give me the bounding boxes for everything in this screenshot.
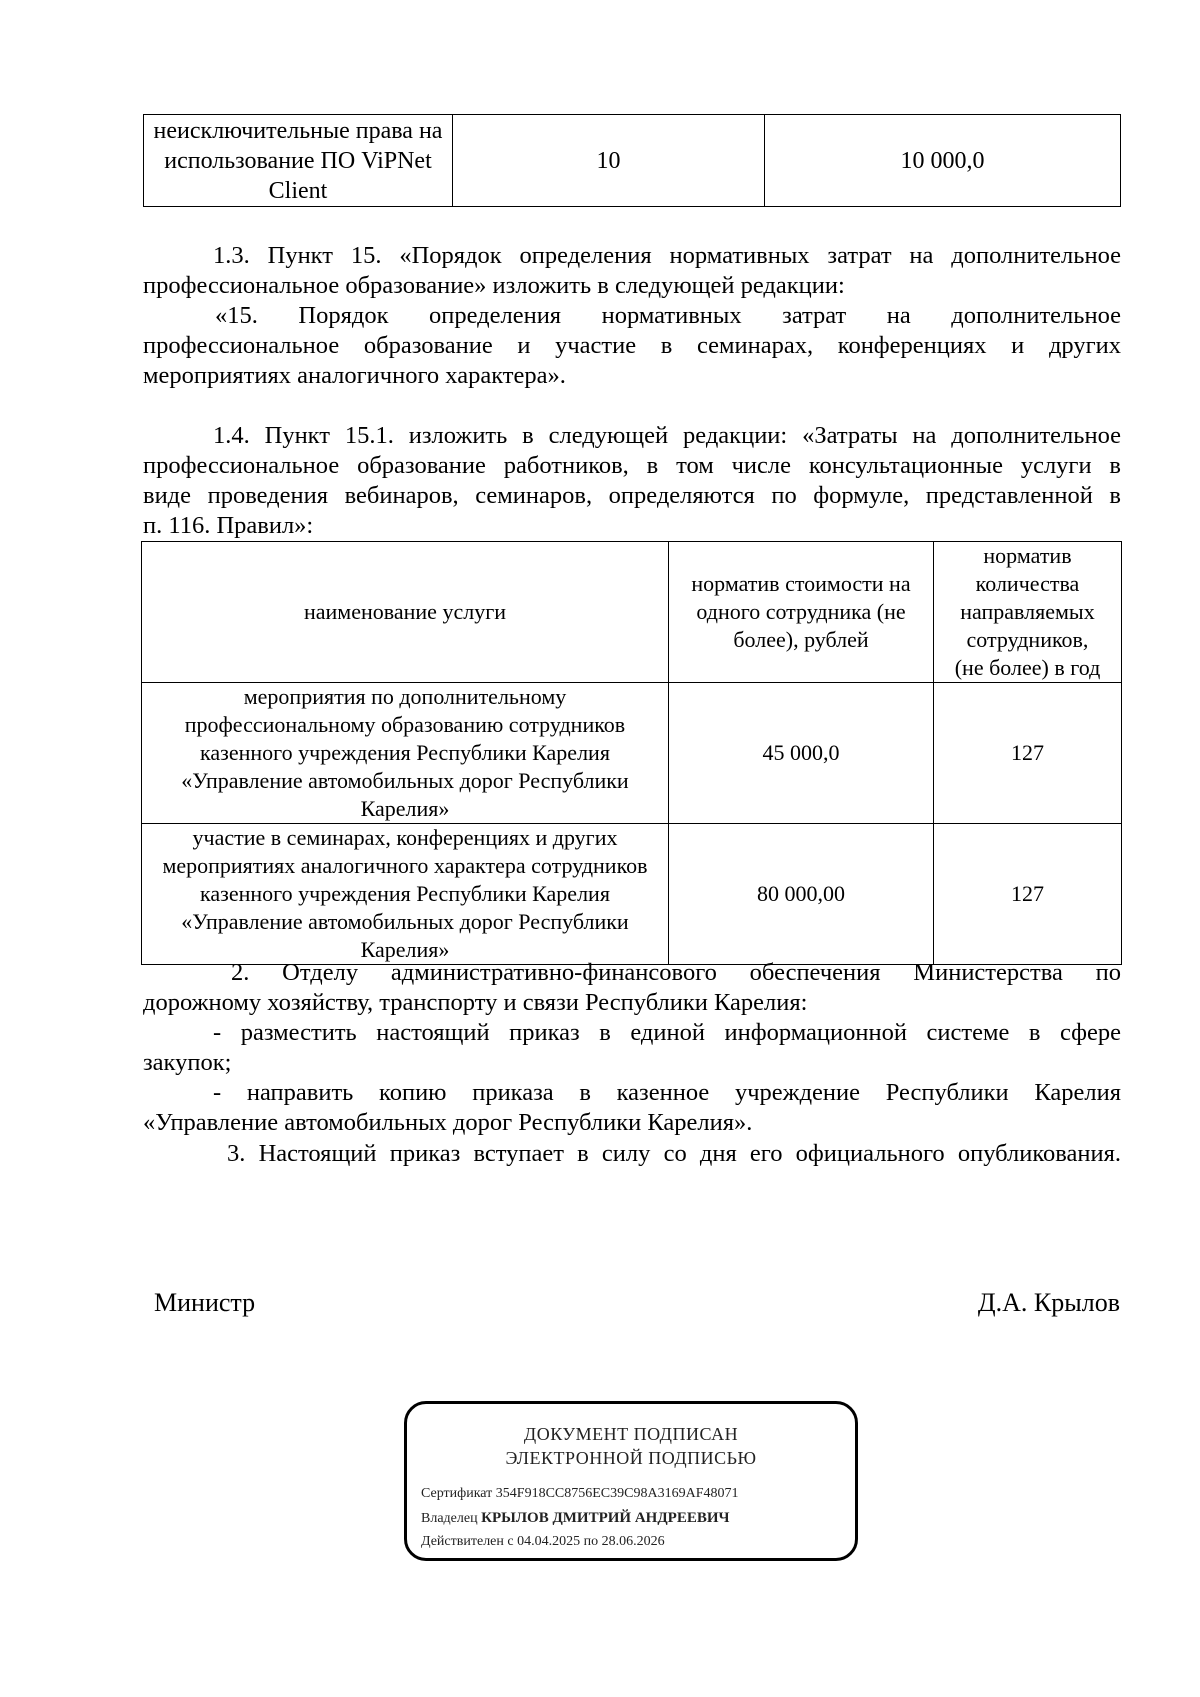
p2-line4: закупок; <box>143 1049 232 1076</box>
stamp-certificate-value: 354F918CC8756EC39C98A3169AF48071 <box>495 1486 739 1501</box>
table-cell-price: 10 000,0 <box>765 115 1121 207</box>
p2-line2: дорожному хозяйству, транспорту и связи Республики Карелия: <box>143 989 808 1016</box>
p2-line6: «Управление автомобильных дорог Республики Карелия». <box>143 1109 753 1136</box>
training-costs-table <box>141 541 1122 965</box>
header-service-name: наименование услуги <box>142 542 669 683</box>
stamp-owner: Владелец КРЫЛОВ ДМИТРИЙ АНДРЕЕВИЧ <box>421 1510 730 1526</box>
p14-line3: виде проведения вебинаров, семинаров, определяются по формуле, представленной в <box>143 482 1121 509</box>
row-count: 127 <box>934 824 1122 965</box>
p13-line5: мероприятиях аналогичного характера». <box>143 362 566 389</box>
stamp-valid-from: 04.04.2025 <box>517 1534 581 1549</box>
row-cost: 45 000,0 <box>669 683 934 824</box>
p14-line4: п. 116. Правил»: <box>143 512 314 539</box>
header-cost: норматив стоимости на одного сотрудника (не более), рублей <box>669 542 934 683</box>
stamp-valid-to: 28.06.2026 <box>601 1534 665 1549</box>
table-cell-name: неисключительные права на использование ПО ViPNet Client <box>144 115 453 207</box>
p14-line1: 1.4. Пункт 15.1. изложить в следующей редакции: «Затраты на дополнительное <box>213 422 1121 449</box>
row-count: 127 <box>934 683 1122 824</box>
p2-line3: - разместить настоящий приказ в единой информационной системе в сфере <box>213 1019 1121 1046</box>
table-row <box>142 683 1122 824</box>
row-service-name: мероприятия по дополнительному профессиональному образованию сотрудников казенного учреждения Республики Карелия «Управление автомобильных дорог Республики Карелия» <box>142 683 669 824</box>
paragraph-3 <box>143 1139 1121 1169</box>
p3-line1: 3. Настоящий приказ вступает в силу со дня его официального опубликования. <box>227 1140 1121 1167</box>
stamp-title-line1: ДОКУМЕНТ ПОДПИСАН <box>523 1424 739 1444</box>
table-header-row <box>142 542 1122 683</box>
p13-line2: профессиональное образование» изложить в следующей редакции: <box>143 272 845 299</box>
table-cell-qty: 10 <box>453 115 765 207</box>
row-cost: 80 000,00 <box>669 824 934 965</box>
p13-line1: 1.3. Пункт 15. «Порядок определения нормативных затрат на дополнительное <box>213 242 1121 269</box>
stamp-certificate: Сертификат 354F918CC8756EC39C98A3169AF48071 <box>421 1486 739 1501</box>
table-row <box>144 115 1121 207</box>
paragraph-1-3 <box>143 241 1121 391</box>
table-row <box>142 824 1122 965</box>
p13-line3: «15. Порядок определения нормативных затрат на дополнительное <box>215 302 1121 329</box>
electronic-signature-stamp <box>404 1401 858 1561</box>
row-service-name: участие в семинарах, конференциях и других мероприятиях аналогичного характера сотрудников казенного учреждения Республики Карелия «Управление автомобильных дорог Республики Карелия» <box>142 824 669 965</box>
p14-line2: профессиональное образование работников, в том числе консультационные услуги в <box>143 452 1121 479</box>
paragraph-1-4 <box>143 421 1121 541</box>
stamp-owner-value: КРЫЛОВ ДМИТРИЙ АНДРЕЕВИЧ <box>481 1510 730 1526</box>
stamp-validity: Действителен с 04.04.2025 по 28.06.2026 <box>421 1534 665 1549</box>
stamp-title-line2: ЭЛЕКТРОННОЙ ПОДПИСЬЮ <box>505 1448 757 1468</box>
p2-line5: - направить копию приказа в казенное учреждение Республики Карелия <box>213 1079 1121 1106</box>
p2-line1: 2. Отделу административно-финансового обеспечения Министерства по <box>231 959 1121 986</box>
software-license-table <box>143 114 1121 207</box>
signer-name: Д.А. Крылов <box>977 1288 1120 1317</box>
signer-position: Министр <box>154 1288 256 1317</box>
header-count: норматив количества направляемых сотрудников, (не более) в год <box>934 542 1122 683</box>
p13-line4: профессиональное образование и участие в семинарах, конференциях и других <box>143 332 1121 359</box>
paragraph-2 <box>143 958 1121 1138</box>
